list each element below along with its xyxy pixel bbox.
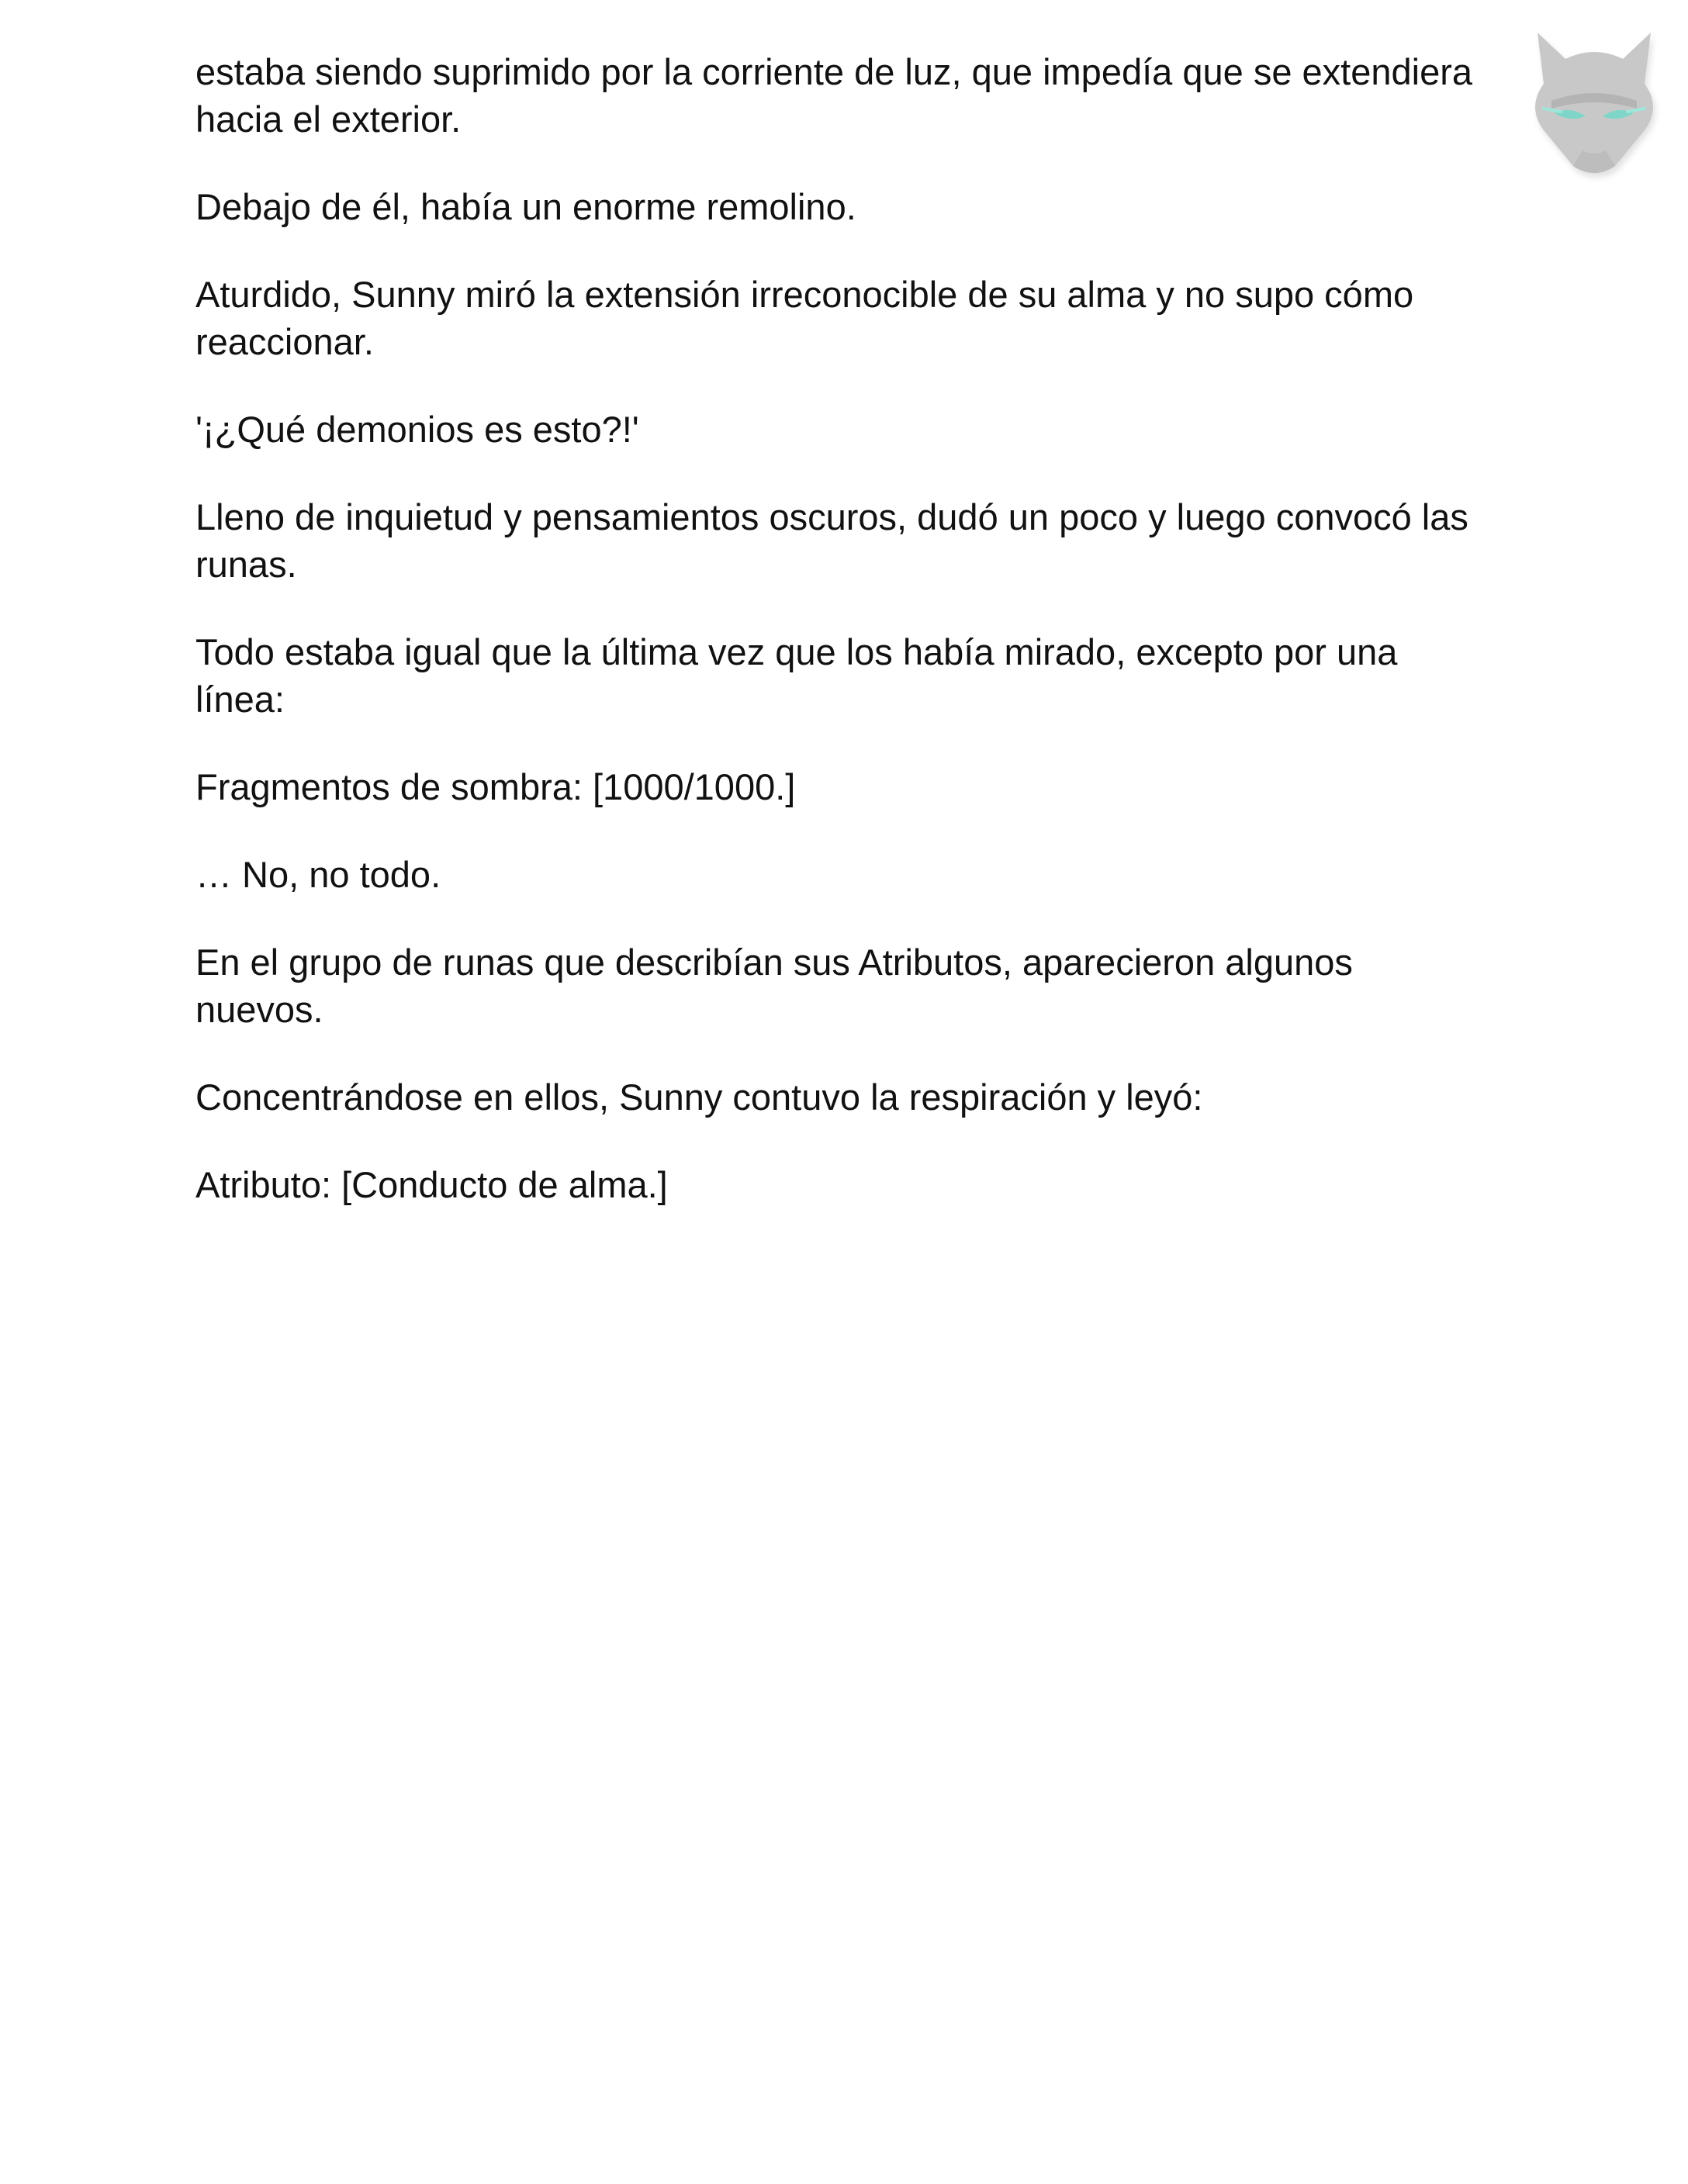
paragraph: Lleno de inquietud y pensamientos oscuros, dudó un poco y luego convocó las runas. — [195, 496, 1468, 585]
paragraph: Debajo de él, había un enorme remolino. — [195, 186, 856, 227]
paragraph: Aturdido, Sunny miró la extensión irreconocible de su alma y no supo cómo reaccionar. — [195, 274, 1414, 362]
document-body — [195, 48, 1483, 1249]
paragraph: Atributo: [Conducto de alma.] — [195, 1164, 668, 1205]
paragraph: … No, no todo. — [195, 854, 441, 895]
demon-head-icon — [1520, 14, 1668, 185]
paragraph: Todo estaba igual que la última vez que los había mirado, excepto por una línea: — [195, 631, 1398, 720]
paragraph: estaba siendo suprimido por la corriente de luz, que impedía que se extendiera hacia el exterior. — [195, 51, 1473, 140]
paragraph: En el grupo de runas que describían sus Atributos, aparecieron algunos nuevos. — [195, 942, 1353, 1030]
paragraph: '¡¿Qué demonios es esto?!' — [195, 409, 639, 450]
paragraph: Concentrándose en ellos, Sunny contuvo la respiración y leyó: — [195, 1076, 1203, 1118]
paragraph: Fragmentos de sombra: [1000/1000.] — [195, 766, 796, 807]
